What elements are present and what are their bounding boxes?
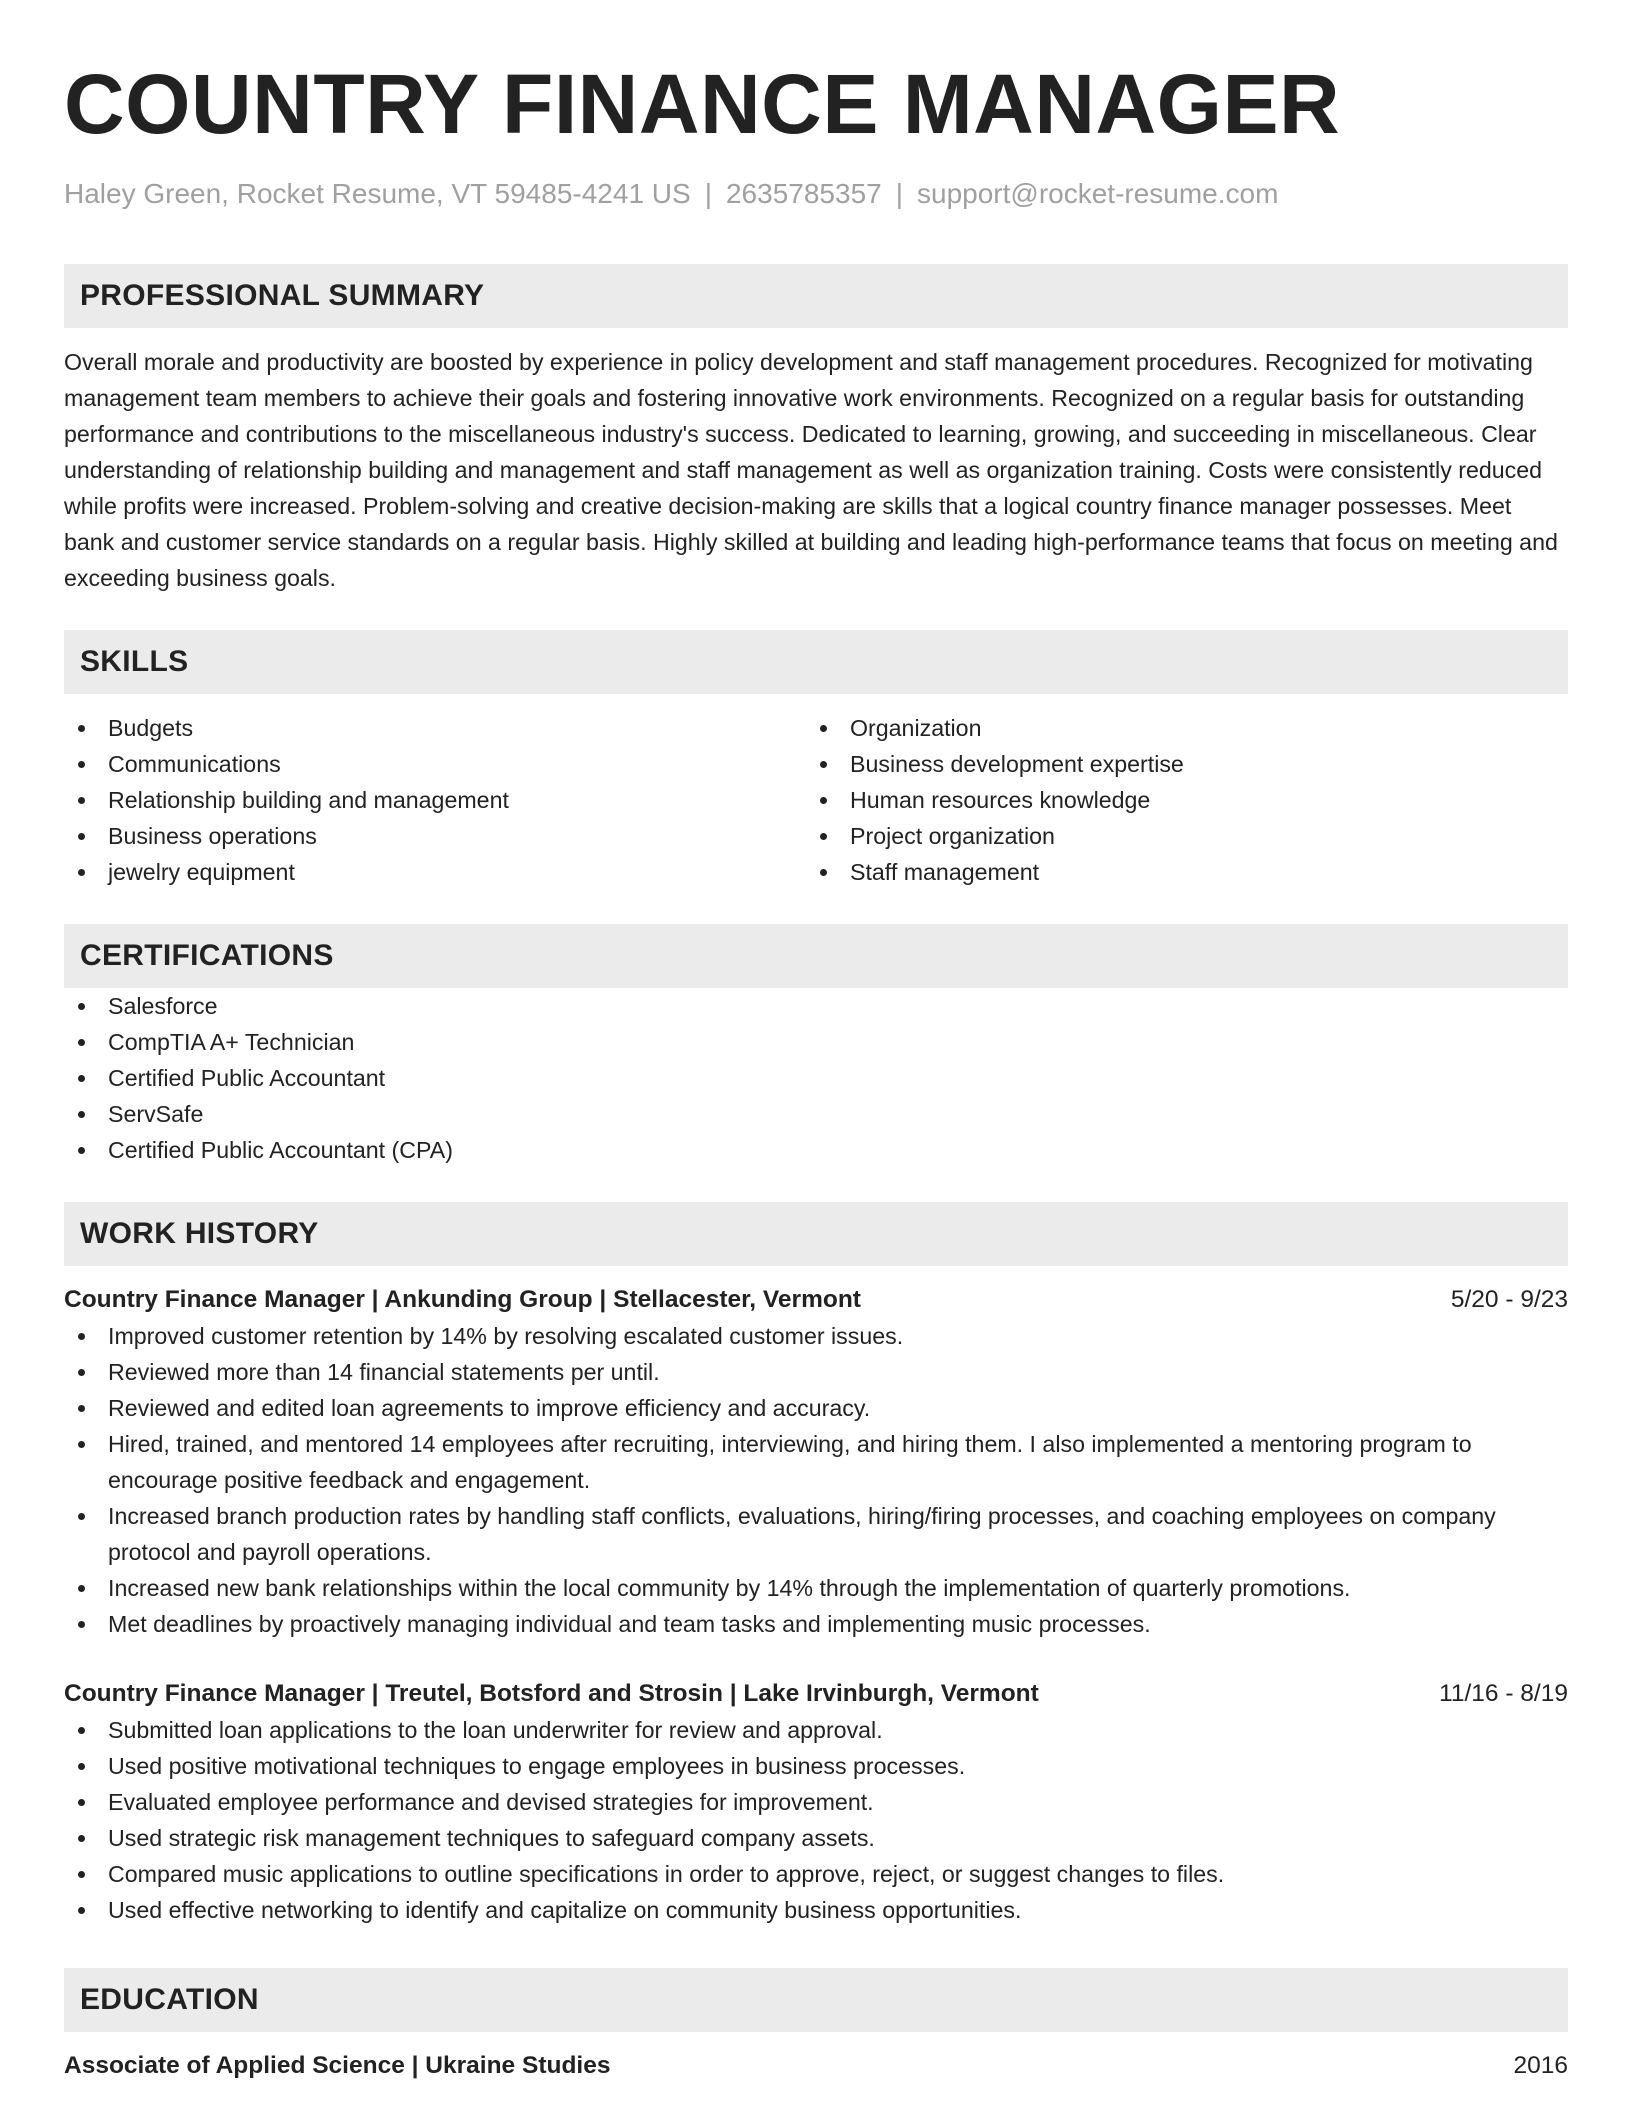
education-entry <box>64 2048 1568 2084</box>
bullet-icon <box>78 725 85 732</box>
certification-item: ServSafe <box>64 1096 1568 1132</box>
job-entry <box>64 1282 1568 1642</box>
skill-item: Business development expertise <box>806 746 1548 782</box>
skill-item: Business operations <box>64 818 806 854</box>
contact-email: support@rocket-resume.com <box>917 178 1279 209</box>
job-dates: 5/20 - 9/23 <box>1450 1286 1568 1313</box>
bullet-icon <box>78 833 85 840</box>
education-year: 2016 <box>1513 2052 1568 2079</box>
bullet-icon <box>78 1727 85 1734</box>
skill-item: jewelry equipment <box>64 854 806 890</box>
bullet-icon <box>78 1441 85 1448</box>
bullet-icon <box>820 797 827 804</box>
skill-item: Project organization <box>806 818 1548 854</box>
skills-grid <box>64 710 1568 890</box>
contact-separator: | <box>895 178 903 209</box>
job-bullet: Reviewed more than 14 financial statements per until. <box>64 1354 1568 1390</box>
job-header <box>64 1676 1568 1712</box>
skill-item: Communications <box>64 746 806 782</box>
job-bullet: Compared music applications to outline specifications in order to approve, reject, or suggest changes to files. <box>64 1856 1568 1892</box>
bullet-icon <box>78 797 85 804</box>
contact-line <box>64 174 1568 214</box>
skill-item: Relationship building and management <box>64 782 806 818</box>
job-bullet: Hired, trained, and mentored 14 employees after recruiting, interviewing, and hiring them. I also implemented a mentoring program to encourage positive feedback and engagement. <box>64 1426 1568 1498</box>
skill-item: Budgets <box>64 710 806 746</box>
contact-address: Haley Green, Rocket Resume, VT 59485-4241 US <box>64 178 691 209</box>
job-bullet: Used effective networking to identify and capitalize on community business opportunities. <box>64 1892 1568 1928</box>
certification-item: Salesforce <box>64 988 1568 1024</box>
education-degree: Associate of Applied Science | Ukraine Studies <box>64 2052 611 2079</box>
bullet-icon <box>78 1147 85 1154</box>
skill-item: Organization <box>806 710 1548 746</box>
contact-separator: | <box>704 178 712 209</box>
bullet-icon <box>78 761 85 768</box>
bullet-icon <box>78 869 85 876</box>
bullet-icon <box>78 1871 85 1878</box>
certifications-heading: CERTIFICATIONS <box>64 924 1568 988</box>
bullet-icon <box>78 1621 85 1628</box>
skill-item: Staff management <box>806 854 1548 890</box>
work-history-heading: WORK HISTORY <box>64 1202 1568 1266</box>
bullet-icon <box>78 1513 85 1520</box>
job-bullet: Used strategic risk management techniques to safeguard company assets. <box>64 1820 1568 1856</box>
job-bullet: Evaluated employee performance and devised strategies for improvement. <box>64 1784 1568 1820</box>
bullet-icon <box>78 1799 85 1806</box>
skills-column-left <box>64 710 806 890</box>
bullet-icon <box>820 725 827 732</box>
certification-item: Certified Public Accountant (CPA) <box>64 1132 1568 1168</box>
job-bullet: Increased branch production rates by handling staff conflicts, evaluations, hiring/firing processes, and coaching employees on company protocol and payroll operations. <box>64 1498 1568 1570</box>
bullet-icon <box>78 1003 85 1010</box>
page-title: COUNTRY FINANCE MANAGER <box>64 57 1341 151</box>
job-title: Country Finance Manager | Treutel, Botsford and Strosin | Lake Irvinburgh, Vermont <box>64 1680 1039 1707</box>
job-bullet: Improved customer retention by 14% by resolving escalated customer issues. <box>64 1318 1568 1354</box>
summary-text: Overall morale and productivity are boosted by experience in policy development and staff management procedures. Recognized for motivating management team members to achieve their goals and fostering innovative work environments. Recognized on a regular basis for outstanding performance and contributions to the miscellaneous industry's success. Dedicated to learning, growing, and succeeding in miscellaneous. Clear understanding of relationship building and management and staff management as well as organization training. Costs were consistently reduced while profits were increased. Problem-solving and creative decision-making are skills that a logical country finance manager possesses. Meet bank and customer service standards on a regular basis. Highly skilled at building and leading high-performance teams that focus on meeting and exceeding business goals. <box>64 349 1558 591</box>
job-bullet: Used positive motivational techniques to engage employees in business processes. <box>64 1748 1568 1784</box>
job-bullets <box>64 1318 1568 1642</box>
bullet-icon <box>78 1333 85 1340</box>
bullet-icon <box>78 1405 85 1412</box>
job-entry <box>64 1676 1568 1928</box>
job-bullet: Submitted loan applications to the loan underwriter for review and approval. <box>64 1712 1568 1748</box>
bullet-icon <box>78 1075 85 1082</box>
education-heading: EDUCATION <box>64 1968 1568 2032</box>
job-dates: 11/16 - 8/19 <box>1439 1680 1568 1707</box>
bullet-icon <box>78 1039 85 1046</box>
bullet-icon <box>820 869 827 876</box>
job-header <box>64 1282 1568 1318</box>
job-bullets <box>64 1712 1568 1928</box>
summary-heading: PROFESSIONAL SUMMARY <box>64 264 1568 328</box>
bullet-icon <box>78 1585 85 1592</box>
bullet-icon <box>78 1111 85 1118</box>
certification-item: CompTIA A+ Technician <box>64 1024 1568 1060</box>
certifications-list <box>64 988 1568 1168</box>
contact-phone: 2635785357 <box>725 178 882 209</box>
job-bullet: Reviewed and edited loan agreements to improve efficiency and accuracy. <box>64 1390 1568 1426</box>
skills-column-right <box>806 710 1548 890</box>
bullet-icon <box>78 1369 85 1376</box>
bullet-icon <box>78 1835 85 1842</box>
bullet-icon <box>78 1907 85 1914</box>
job-title: Country Finance Manager | Ankunding Group | Stellacester, Vermont <box>64 1286 861 1313</box>
certification-item: Certified Public Accountant <box>64 1060 1568 1096</box>
bullet-icon <box>78 1763 85 1770</box>
bullet-icon <box>820 761 827 768</box>
bullet-icon <box>820 833 827 840</box>
resume-page <box>64 0 1568 2084</box>
job-bullet: Increased new bank relationships within the local community by 14% through the implementation of quarterly promotions. <box>64 1570 1568 1606</box>
skills-heading: SKILLS <box>64 630 1568 694</box>
skill-item: Human resources knowledge <box>806 782 1548 818</box>
job-bullet: Met deadlines by proactively managing individual and team tasks and implementing music processes. <box>64 1606 1568 1642</box>
